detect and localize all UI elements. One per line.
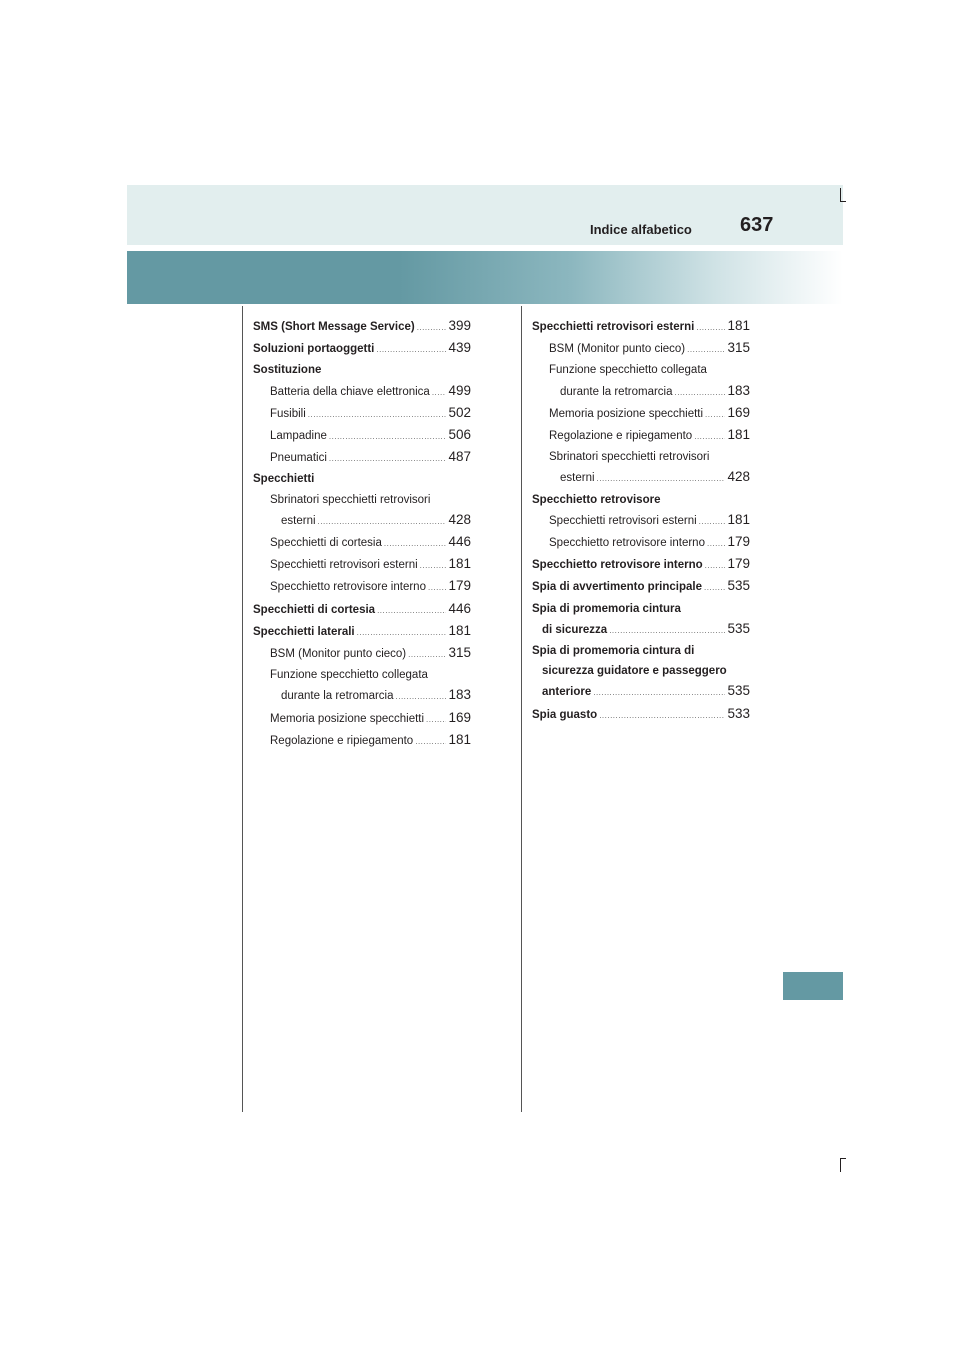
index-heading: Spia di promemoria cintura di [532, 645, 695, 658]
page-ref: 487 [448, 449, 471, 465]
page-ref: 535 [727, 578, 750, 594]
index-subentry[interactable]: Fusibili ..... 502 [253, 403, 471, 425]
index-heading: Specchietto retrovisore [532, 493, 661, 506]
index-subentry[interactable]: Specchietto retrovisore interno ..... 179 [253, 576, 471, 598]
page-ref: 181 [448, 731, 471, 747]
index-subentry[interactable]: Specchietti di cortesia ..... 446 [253, 532, 471, 554]
page-number: 637 [740, 214, 774, 236]
page-ref: 181 [448, 622, 471, 638]
chapter-tab [783, 972, 843, 1000]
page-ref: 499 [448, 382, 471, 398]
page-ref: 181 [448, 556, 471, 572]
index-subentry[interactable]: esterni ..... 428 [253, 510, 471, 532]
index-entry[interactable]: Spia di avvertimento principale ..... 535 [532, 576, 750, 598]
index-entry[interactable]: SMS (Short Message Service) ..... 399 [253, 316, 471, 338]
left-column-rule [242, 306, 243, 1112]
index-subentry[interactable]: Lampadine ..... 506 [253, 425, 471, 447]
page-ref: 446 [448, 600, 471, 616]
index-heading: Sostituzione [253, 364, 322, 377]
header-band [127, 185, 843, 245]
index-subentry[interactable]: Regolazione e ripiegamento ..... 181 [532, 425, 750, 447]
index-subentry[interactable]: Specchietti retrovisori esterni ..... 181 [253, 554, 471, 576]
page-ref: 533 [727, 705, 750, 721]
page-ref: 428 [448, 511, 471, 527]
index-subentry[interactable]: Memoria posizione specchietti ..... 169 [253, 708, 471, 730]
index-column-right [532, 316, 750, 726]
page-ref: 183 [727, 382, 750, 398]
page-ref: 439 [448, 340, 471, 356]
index-subentry[interactable]: Specchietto retrovisore interno ..... 179 [532, 532, 750, 554]
index-subentry[interactable]: Pneumatici ..... 487 [253, 447, 471, 469]
page-ref: 446 [448, 534, 471, 550]
index-entry[interactable]: Specchietti retrovisori esterni ..... 181 [532, 316, 750, 338]
page-ref: 181 [727, 511, 750, 527]
index-subentry[interactable]: durante la retromarcia ..... 183 [532, 381, 750, 403]
page-ref: 428 [727, 469, 750, 485]
crop-mark-top [840, 188, 841, 202]
page-ref: 169 [448, 709, 471, 725]
index-entry[interactable]: Spia guasto ..... 533 [532, 704, 750, 726]
page-ref: 179 [727, 556, 750, 572]
index-entry[interactable]: Soluzioni portaoggetti ..... 439 [253, 338, 471, 360]
index-subentry-line: Funzione specchietto collegata [549, 364, 707, 377]
index-heading-line: sicurezza guidatore e passeggero [542, 665, 727, 678]
section-banner [127, 251, 843, 304]
index-subentry[interactable]: BSM (Monitor punto cieco) ..... 315 [253, 643, 471, 665]
page-ref: 179 [448, 578, 471, 594]
index-subentry-line: Funzione specchietto collegata [270, 669, 428, 682]
right-column-rule [521, 306, 522, 1112]
index-subentry[interactable]: durante la retromarcia ..... 183 [253, 685, 471, 707]
index-column-left [253, 316, 471, 752]
index-subentry[interactable]: Regolazione e ripiegamento ..... 181 [253, 730, 471, 752]
index-entry[interactable]: Specchietti di cortesia ..... 446 [253, 599, 471, 621]
index-heading: Specchietti [253, 473, 315, 486]
page-ref: 181 [727, 318, 750, 333]
index-entry[interactable]: anteriore ..... 535 [532, 681, 750, 703]
index-subentry[interactable]: esterni ..... 428 [532, 467, 750, 489]
index-entry[interactable]: Specchietto retrovisore interno ..... 179 [532, 554, 750, 576]
section-title: Indice alfabetico [590, 222, 692, 237]
page-ref: 399 [448, 318, 471, 333]
index-subentry[interactable]: BSM (Monitor punto cieco) ..... 315 [532, 338, 750, 360]
index-entry[interactable]: Specchietti laterali ..... 181 [253, 621, 471, 643]
index-subentry-line: Sbrinatori specchietti retrovisori [270, 493, 431, 506]
index-subentry[interactable]: Specchietti retrovisori esterni ..... 181 [532, 510, 750, 532]
page-ref: 535 [727, 683, 750, 699]
crop-mark-bottom [840, 1158, 841, 1172]
index-heading: Spia di promemoria cintura [532, 602, 681, 615]
page-ref: 535 [727, 620, 750, 636]
page-ref: 169 [727, 404, 750, 420]
page-ref: 183 [448, 687, 471, 703]
crop-mark-top-tick [840, 201, 846, 202]
page-ref: 181 [727, 427, 750, 443]
page-ref: 506 [448, 427, 471, 443]
page-ref: 502 [448, 404, 471, 420]
crop-mark-bottom-tick [840, 1158, 846, 1159]
page-ref: 315 [727, 340, 750, 356]
index-entry[interactable]: di sicurezza ..... 535 [532, 619, 750, 641]
page-ref: 315 [448, 645, 471, 661]
page-ref: 179 [727, 534, 750, 550]
index-subentry[interactable]: Batteria della chiave elettronica ..... 499 [253, 381, 471, 403]
index-subentry-line: Sbrinatori specchietti retrovisori [549, 451, 710, 464]
index-subentry[interactable]: Memoria posizione specchietti ..... 169 [532, 403, 750, 425]
